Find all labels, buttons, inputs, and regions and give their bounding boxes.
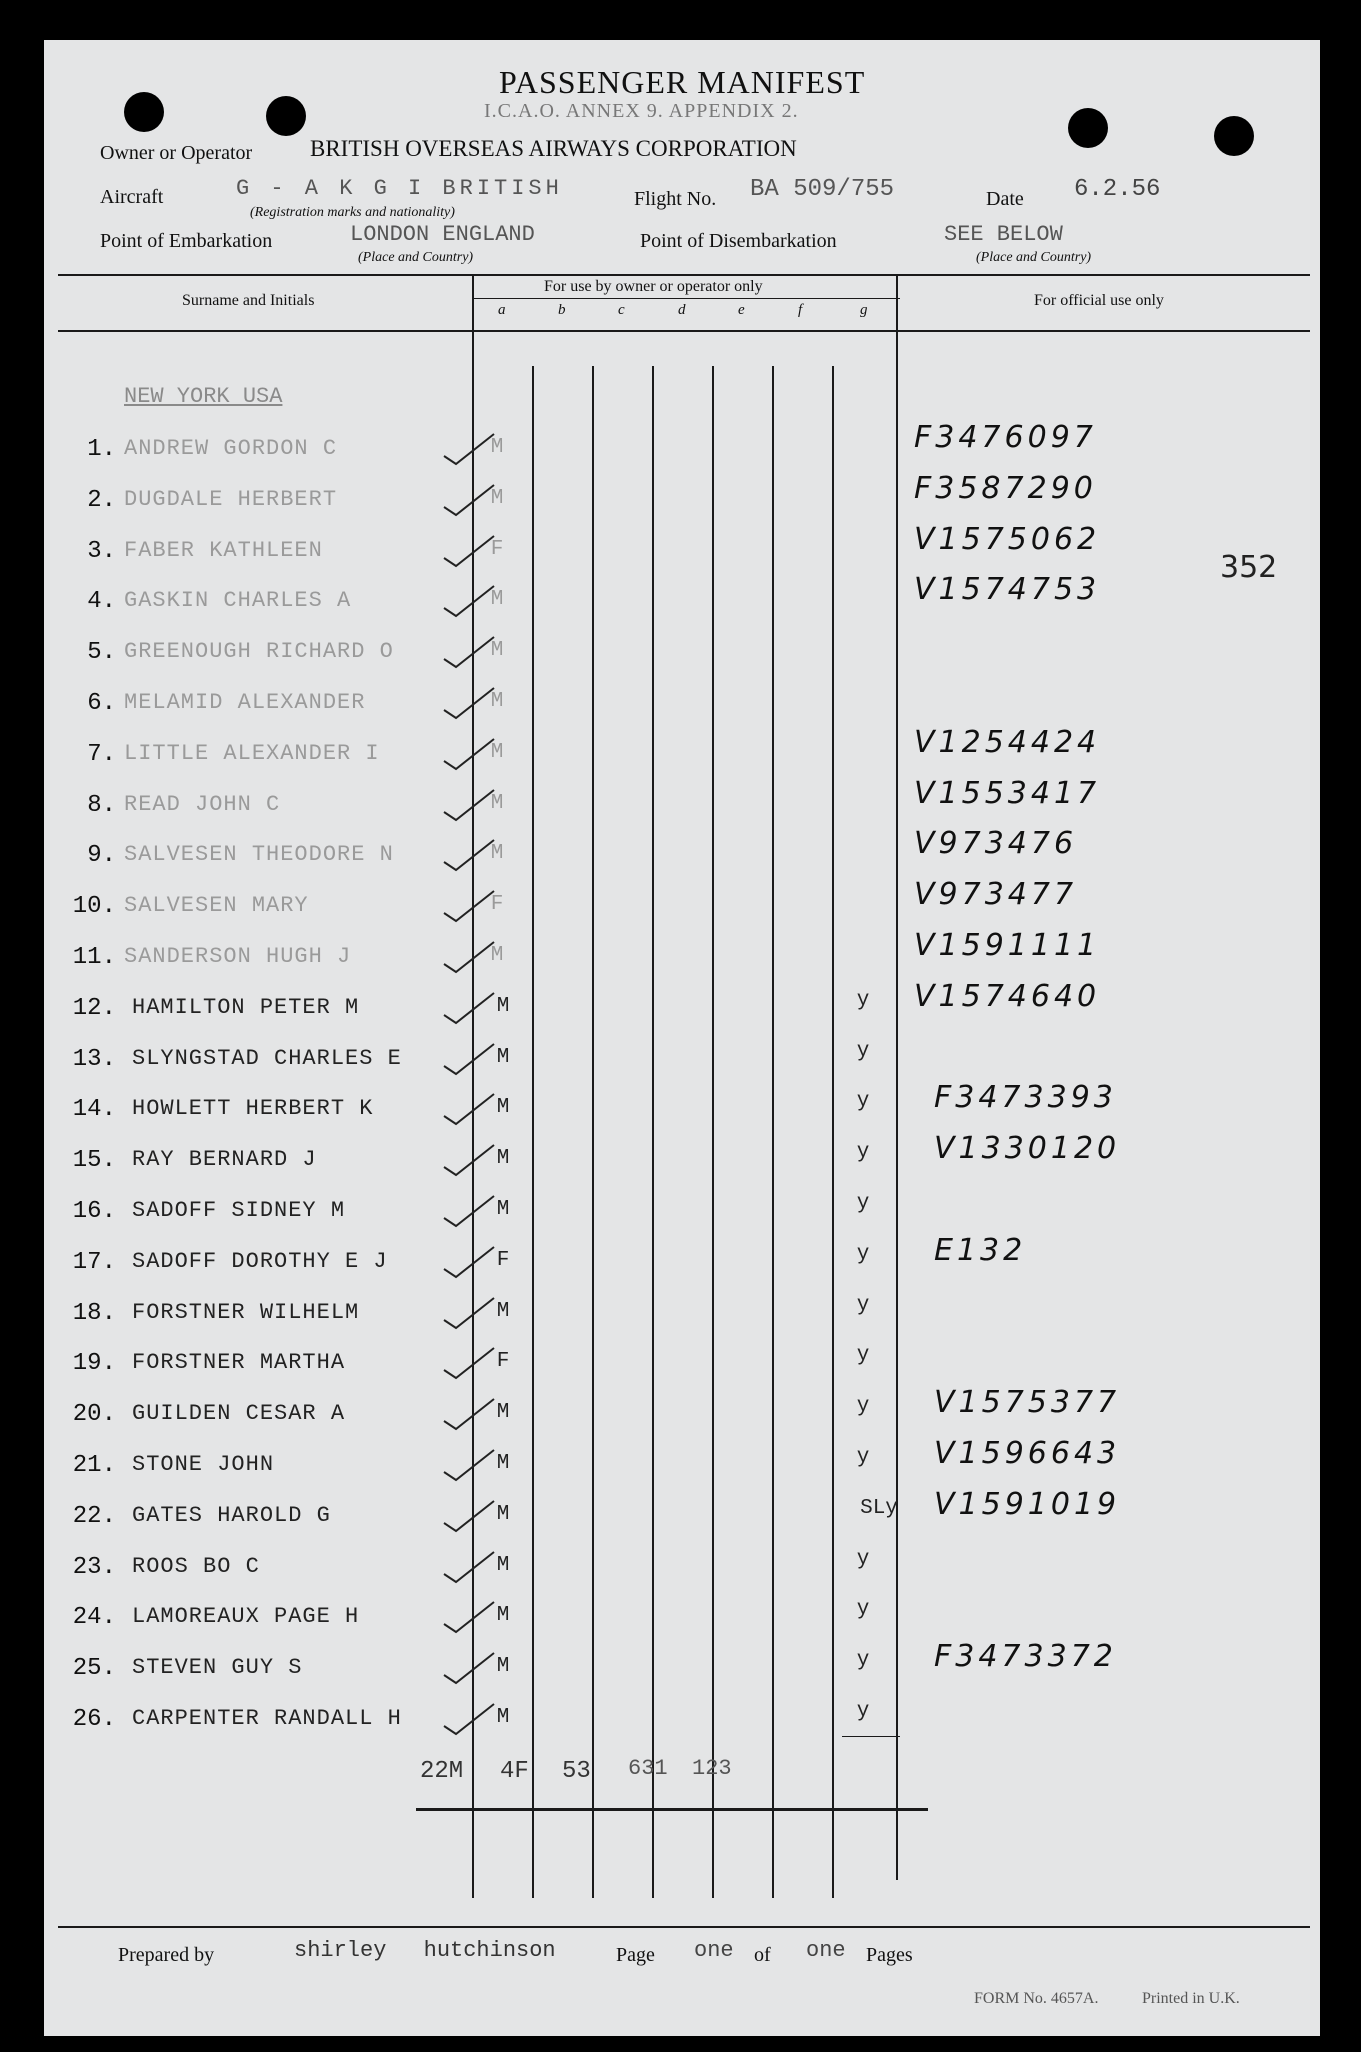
- passenger-name: SALVESEN THEODORE N: [124, 842, 394, 867]
- col-subheader-g: g: [860, 302, 868, 318]
- embarkation-label: Point of Embarkation: [100, 230, 273, 252]
- punch-hole: [1214, 116, 1254, 156]
- manifest-sheet: [44, 40, 1320, 2036]
- owner-value: BRITISH OVERSEAS AIRWAYS CORPORATION: [310, 136, 797, 161]
- row-number: 9.: [87, 842, 116, 869]
- col-subheader-f: f: [798, 302, 803, 318]
- row-number: 6.: [87, 690, 116, 717]
- col-rule-cd: [652, 366, 654, 1898]
- row-number: 5.: [87, 639, 116, 666]
- passenger-name: READ JOHN C: [124, 792, 281, 817]
- totals-top-rule: [842, 1736, 900, 1737]
- totals-underline: [416, 1808, 928, 1811]
- passenger-g-mark: y: [856, 1649, 870, 1672]
- passenger-g-mark: y: [856, 1700, 870, 1723]
- passenger-name: GUILDEN CESAR A: [132, 1401, 346, 1426]
- punch-hole: [266, 96, 306, 136]
- passenger-sex: M: [496, 1604, 510, 1627]
- passenger-name: CARPENTER RANDALL H: [132, 1706, 402, 1731]
- header-rule-top: [58, 274, 1310, 276]
- passenger-sex: F: [496, 1350, 510, 1373]
- passenger-sex: M: [496, 1147, 510, 1170]
- form-title: PASSENGER MANIFEST: [499, 64, 866, 100]
- passenger-name: MELAMID ALEXANDER: [124, 690, 366, 715]
- passenger-name: GATES HAROLD G: [132, 1503, 331, 1528]
- punch-hole: [124, 92, 164, 132]
- official-visa-number: V1575377: [934, 1385, 1121, 1420]
- destination-label: NEW YORK USA: [124, 384, 283, 409]
- passenger-g-mark: y: [856, 1192, 870, 1215]
- total-c: 631: [628, 1756, 668, 1781]
- passenger-g-mark: y: [856, 1598, 870, 1621]
- check-mark: [444, 993, 494, 1023]
- total-d: 123: [692, 1756, 732, 1781]
- passenger-sex: M: [496, 1300, 510, 1323]
- col-subheader-d: d: [678, 302, 686, 318]
- official-visa-number: F3587290: [914, 471, 1097, 506]
- date-label: Date: [986, 188, 1024, 210]
- passenger-name: SLYNGSTAD CHARLES E: [132, 1046, 402, 1071]
- official-visa-number: F3473393: [934, 1080, 1117, 1115]
- row-number: 1.: [87, 436, 116, 463]
- disembarkation-label: Point of Disembarkation: [640, 230, 837, 252]
- of-value: one: [806, 1938, 846, 1963]
- row-number: 22.: [72, 1503, 116, 1530]
- passenger-g-mark: y: [856, 1446, 870, 1469]
- check-mark: [444, 1704, 494, 1734]
- col-rule-official: [896, 276, 898, 1880]
- official-visa-number: V1553417: [914, 776, 1101, 811]
- check-marks: [44, 40, 1320, 2036]
- passenger-name: LITTLE ALEXANDER I: [124, 741, 380, 766]
- passenger-name: SADOFF SIDNEY M: [132, 1198, 346, 1223]
- passenger-sex: M: [490, 944, 504, 967]
- page-label: Page: [616, 1944, 655, 1966]
- col-rule-de: [712, 366, 714, 1898]
- official-visa-number: F3476097: [914, 420, 1097, 455]
- passenger-sex: M: [490, 792, 504, 815]
- check-mark: [444, 1196, 494, 1226]
- col-rule-a-left: [472, 276, 474, 1898]
- passenger-sex: M: [490, 487, 504, 510]
- row-number: 14.: [72, 1096, 116, 1123]
- passenger-g-mark: y: [856, 1040, 870, 1063]
- passenger-sex: M: [490, 741, 504, 764]
- printed-note: Printed in U.K.: [1142, 1990, 1240, 2007]
- official-visa-number: V1596643: [934, 1436, 1121, 1471]
- flight-value: BA 509/755: [750, 176, 895, 203]
- passenger-name: GASKIN CHARLES A: [124, 588, 352, 613]
- pages-label: Pages: [866, 1944, 913, 1966]
- row-number: 17.: [72, 1249, 116, 1276]
- passenger-sex: M: [496, 1198, 510, 1221]
- passenger-name: SANDERSON HUGH J: [124, 944, 352, 969]
- official-visa-number: F3473372: [934, 1639, 1117, 1674]
- check-mark: [444, 1501, 494, 1531]
- passenger-sex: F: [496, 1249, 510, 1272]
- passenger-sex: M: [496, 1554, 510, 1577]
- form-subtitle: I.C.A.O. ANNEX 9. APPENDIX 2.: [484, 100, 799, 122]
- of-label: of: [754, 1944, 771, 1966]
- check-mark: [444, 1044, 494, 1074]
- embarkation-value: LONDON ENGLAND: [350, 222, 535, 247]
- check-mark: [444, 1653, 494, 1683]
- row-number: 18.: [72, 1300, 116, 1327]
- row-number: 20.: [72, 1401, 116, 1428]
- page-stamp-number: 352: [1220, 550, 1278, 585]
- col-rule-ab: [532, 366, 534, 1898]
- operator-subrule: [474, 298, 900, 299]
- passenger-sex: M: [490, 639, 504, 662]
- form-number: FORM No. 4657A.: [974, 1990, 1099, 2007]
- row-number: 19.: [72, 1350, 116, 1377]
- col-official-header: For official use only: [1034, 292, 1164, 309]
- passenger-g-mark: y: [856, 1344, 870, 1367]
- check-mark: [444, 1348, 494, 1378]
- passenger-g-mark: y: [856, 1395, 870, 1418]
- col-rule-bc: [592, 366, 594, 1898]
- prepared-by-value: shirley hutchinson: [294, 1938, 556, 1963]
- col-subheader-b: b: [558, 302, 566, 318]
- official-visa-number: V1574753: [914, 572, 1101, 607]
- aircraft-note: (Registration marks and nationality): [250, 205, 455, 220]
- row-number: 16.: [72, 1198, 116, 1225]
- passenger-sex: M: [496, 1046, 510, 1069]
- row-number: 8.: [87, 792, 116, 819]
- total-males: 22M: [420, 1758, 464, 1785]
- check-mark: [444, 1399, 494, 1429]
- passenger-name: GREENOUGH RICHARD O: [124, 639, 394, 664]
- col-subheader-e: e: [738, 302, 745, 318]
- row-number: 12.: [72, 995, 116, 1022]
- embarkation-note: (Place and Country): [358, 250, 474, 265]
- passenger-g-mark: y: [856, 1090, 870, 1113]
- check-mark: [444, 1450, 494, 1480]
- official-visa-number: V973477: [914, 877, 1078, 912]
- passenger-sex: M: [496, 1655, 510, 1678]
- passenger-g-mark: y: [856, 1548, 870, 1571]
- col-surname-header: Surname and Initials: [182, 292, 315, 309]
- passenger-name: HOWLETT HERBERT K: [132, 1096, 374, 1121]
- footer-rule: [58, 1926, 1310, 1928]
- row-number: 13.: [72, 1046, 116, 1073]
- passenger-sex: M: [496, 1096, 510, 1119]
- official-visa-number: V1575062: [914, 522, 1101, 557]
- owner-label: Owner or Operator: [100, 142, 253, 164]
- disembarkation-value: SEE BELOW: [944, 222, 1063, 247]
- check-mark: [444, 1247, 494, 1277]
- row-number: 15.: [72, 1147, 116, 1174]
- passenger-sex: M: [496, 995, 510, 1018]
- check-mark: [444, 1298, 494, 1328]
- passenger-name: LAMOREAUX PAGE H: [132, 1604, 360, 1629]
- official-visa-number: E132: [934, 1233, 1027, 1268]
- row-number: 26.: [72, 1706, 116, 1733]
- official-visa-number: V1591111: [914, 928, 1101, 963]
- check-mark: [444, 1094, 494, 1124]
- punch-hole: [1068, 108, 1108, 148]
- passenger-sex: M: [496, 1706, 510, 1729]
- row-number: 23.: [72, 1554, 116, 1581]
- row-number: 4.: [87, 588, 116, 615]
- passenger-sex: M: [496, 1452, 510, 1475]
- passenger-name: FORSTNER MARTHA: [132, 1350, 346, 1375]
- passenger-name: STEVEN GUY S: [132, 1655, 303, 1680]
- passenger-sex: F: [490, 538, 504, 561]
- passenger-sex: F: [490, 893, 504, 916]
- passenger-sex: M: [490, 690, 504, 713]
- row-number: 3.: [87, 538, 116, 565]
- row-number: 2.: [87, 487, 116, 514]
- passenger-g-mark: y: [856, 989, 870, 1012]
- passenger-name: STONE JOHN: [132, 1452, 275, 1477]
- aircraft-label: Aircraft: [100, 186, 164, 208]
- passenger-name: ROOS BO C: [132, 1554, 260, 1579]
- col-rule-ef: [772, 366, 774, 1898]
- disembarkation-note: (Place and Country): [976, 250, 1092, 265]
- passenger-name: HAMILTON PETER M: [132, 995, 360, 1020]
- passenger-name: FORSTNER WILHELM: [132, 1300, 360, 1325]
- passenger-sex: M: [490, 842, 504, 865]
- row-number: 25.: [72, 1655, 116, 1682]
- official-visa-number: V1330120: [934, 1131, 1121, 1166]
- check-mark: [444, 1552, 494, 1582]
- check-mark: [444, 1145, 494, 1175]
- passenger-name: FABER KATHLEEN: [124, 538, 323, 563]
- passenger-g-mark: y: [856, 1294, 870, 1317]
- passenger-g-mark: SLy: [860, 1497, 898, 1520]
- col-subheader-c: c: [618, 302, 625, 318]
- passenger-name: DUGDALE HERBERT: [124, 487, 338, 512]
- passenger-name: ANDREW GORDON C: [124, 436, 338, 461]
- page-value: one: [694, 1938, 734, 1963]
- total-females: 4F: [500, 1758, 529, 1785]
- passenger-name: SALVESEN MARY: [124, 893, 309, 918]
- official-visa-number: V1254424: [914, 725, 1101, 760]
- date-value: 6.2.56: [1074, 176, 1161, 203]
- row-number: 7.: [87, 741, 116, 768]
- row-number: 10.: [72, 893, 116, 920]
- passenger-name: RAY BERNARD J: [132, 1147, 317, 1172]
- row-number: 24.: [72, 1604, 116, 1631]
- total-b: 53: [562, 1758, 591, 1785]
- flight-label: Flight No.: [634, 188, 717, 210]
- col-subheader-a: a: [498, 302, 506, 318]
- passenger-sex: M: [490, 436, 504, 459]
- col-operator-header: For use by owner or operator only: [544, 278, 763, 295]
- official-visa-number: V973476: [914, 826, 1078, 861]
- passenger-name: SADOFF DOROTHY E J: [132, 1249, 388, 1274]
- row-number: 21.: [72, 1452, 116, 1479]
- passenger-sex: M: [490, 588, 504, 611]
- passenger-g-mark: y: [856, 1243, 870, 1266]
- official-visa-number: V1591019: [934, 1487, 1121, 1522]
- header-rule-bottom: [58, 330, 1310, 332]
- passenger-sex: M: [496, 1401, 510, 1424]
- col-rule-fg: [832, 366, 834, 1898]
- aircraft-value: G - A K G I BRITISH: [236, 176, 563, 201]
- official-visa-number: V1574640: [914, 979, 1101, 1014]
- row-number: 11.: [72, 944, 116, 971]
- passenger-g-mark: y: [856, 1141, 870, 1164]
- passenger-sex: M: [496, 1503, 510, 1526]
- check-mark: [444, 1602, 494, 1632]
- prepared-by-label: Prepared by: [118, 1944, 215, 1966]
